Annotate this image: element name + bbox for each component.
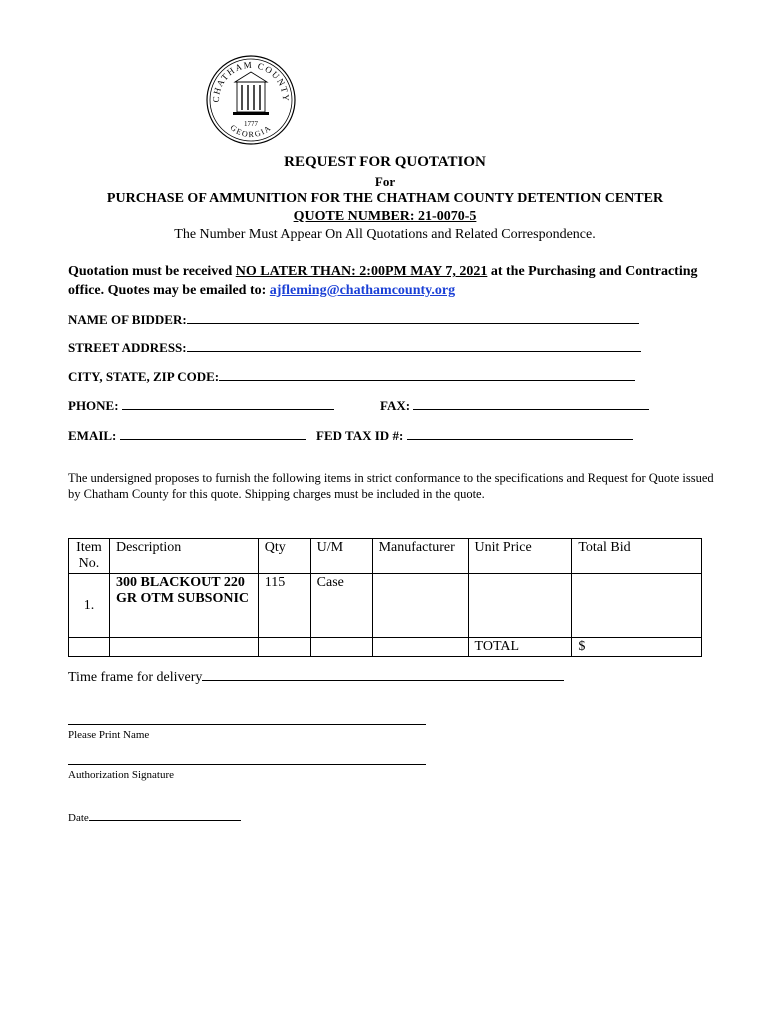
header-total-bid: Total Bid xyxy=(572,539,702,574)
total-cell-empty xyxy=(109,638,258,657)
total-row xyxy=(69,638,702,657)
email-label: EMAIL: xyxy=(68,428,120,443)
total-label: TOTAL xyxy=(468,638,572,657)
statement-paragraph: The undersigned proposes to furnish the following items in strict conformance to the specifications and Request for Quote issued by Chatham County for this quote. Shipping charges must be included in the quote. xyxy=(68,471,714,501)
total-cell-empty xyxy=(258,638,310,657)
phone-label: PHONE: xyxy=(68,398,122,413)
cell-item: 1. xyxy=(69,574,110,638)
total-cell-empty xyxy=(310,638,372,657)
city-state-zip-row xyxy=(68,369,635,385)
cell-manufacturer[interactable] xyxy=(372,574,468,638)
deadline-prefix: Quotation must be received xyxy=(68,264,236,279)
phone-field[interactable] xyxy=(122,398,334,410)
street-address-row xyxy=(68,340,641,356)
fed-tax-id-label: FED TAX ID #: xyxy=(316,428,407,443)
bidder-name-row xyxy=(68,312,639,328)
city-state-zip-field[interactable] xyxy=(219,369,635,381)
bidder-name-field[interactable] xyxy=(187,312,639,324)
svg-text:1777: 1777 xyxy=(244,120,258,128)
date-field[interactable] xyxy=(89,811,241,821)
quote-number: QUOTE NUMBER: 21-0070-5 xyxy=(293,209,477,224)
total-cell-empty xyxy=(69,638,110,657)
purchase-title: PURCHASE OF AMMUNITION FOR THE CHATHAM COUNTY DETENTION CENTER xyxy=(106,191,664,206)
email-field[interactable] xyxy=(120,428,306,440)
cell-um: Case xyxy=(310,574,372,638)
cell-qty: 115 xyxy=(258,574,310,638)
street-address-field[interactable] xyxy=(187,340,641,352)
fed-tax-id-field[interactable] xyxy=(407,428,633,440)
for-label: For xyxy=(374,174,396,189)
header-manufacturer: Manufacturer xyxy=(372,539,468,574)
items-table xyxy=(68,538,702,657)
quote-notice: The Number Must Appear On All Quotations and Related Correspondence. xyxy=(174,227,596,242)
phone-row xyxy=(68,398,334,414)
cell-unit-price[interactable] xyxy=(468,574,572,638)
bidder-name-label: NAME OF BIDDER: xyxy=(68,312,187,327)
fax-label: FAX: xyxy=(380,398,414,413)
county-seal xyxy=(205,52,297,148)
print-name-label: Please Print Name xyxy=(68,729,150,741)
page-title: REQUEST FOR QUOTATION xyxy=(284,154,486,170)
email-row xyxy=(68,428,306,444)
total-cell-empty xyxy=(372,638,468,657)
date-label: Date xyxy=(68,812,89,824)
delivery-row xyxy=(68,668,564,686)
street-address-label: STREET ADDRESS: xyxy=(68,340,187,355)
email-link[interactable]: ajfleming@chathamcounty.org xyxy=(269,283,456,298)
table-row xyxy=(69,574,702,638)
deadline-suffix: at the Purchasing and Contracting office. Quotes may be emailed to: xyxy=(68,264,698,298)
total-value[interactable]: $ xyxy=(572,638,702,657)
svg-text:GEORGIA: GEORGIA xyxy=(228,123,274,140)
deadline-date: NO LATER THAN: 2:00PM MAY 7, 2021 xyxy=(235,264,488,279)
deadline-paragraph xyxy=(68,262,708,300)
print-name-line[interactable] xyxy=(68,713,426,729)
fax-row xyxy=(380,398,649,414)
delivery-field[interactable] xyxy=(202,668,564,681)
city-state-zip-label: CITY, STATE, ZIP CODE: xyxy=(68,369,220,384)
cell-description: 300 BLACKOUT 220 GR OTM SUBSONIC xyxy=(109,574,258,638)
fax-field[interactable] xyxy=(413,398,649,410)
header-um: U/M xyxy=(310,539,372,574)
header-item: Item No. xyxy=(69,539,110,574)
table-header-row xyxy=(69,539,702,574)
signature-line[interactable] xyxy=(68,753,426,769)
header-qty: Qty xyxy=(258,539,310,574)
fed-tax-row xyxy=(316,428,633,444)
delivery-label: Time frame for delivery xyxy=(68,670,203,685)
cell-total-bid[interactable] xyxy=(572,574,702,638)
header-unit-price: Unit Price xyxy=(468,539,572,574)
authorization-label: Authorization Signature xyxy=(68,769,175,781)
header-description: Description xyxy=(109,539,258,574)
svg-text:CHATHAM COUNTY: CHATHAM COUNTY xyxy=(210,59,292,103)
date-row xyxy=(68,811,241,824)
